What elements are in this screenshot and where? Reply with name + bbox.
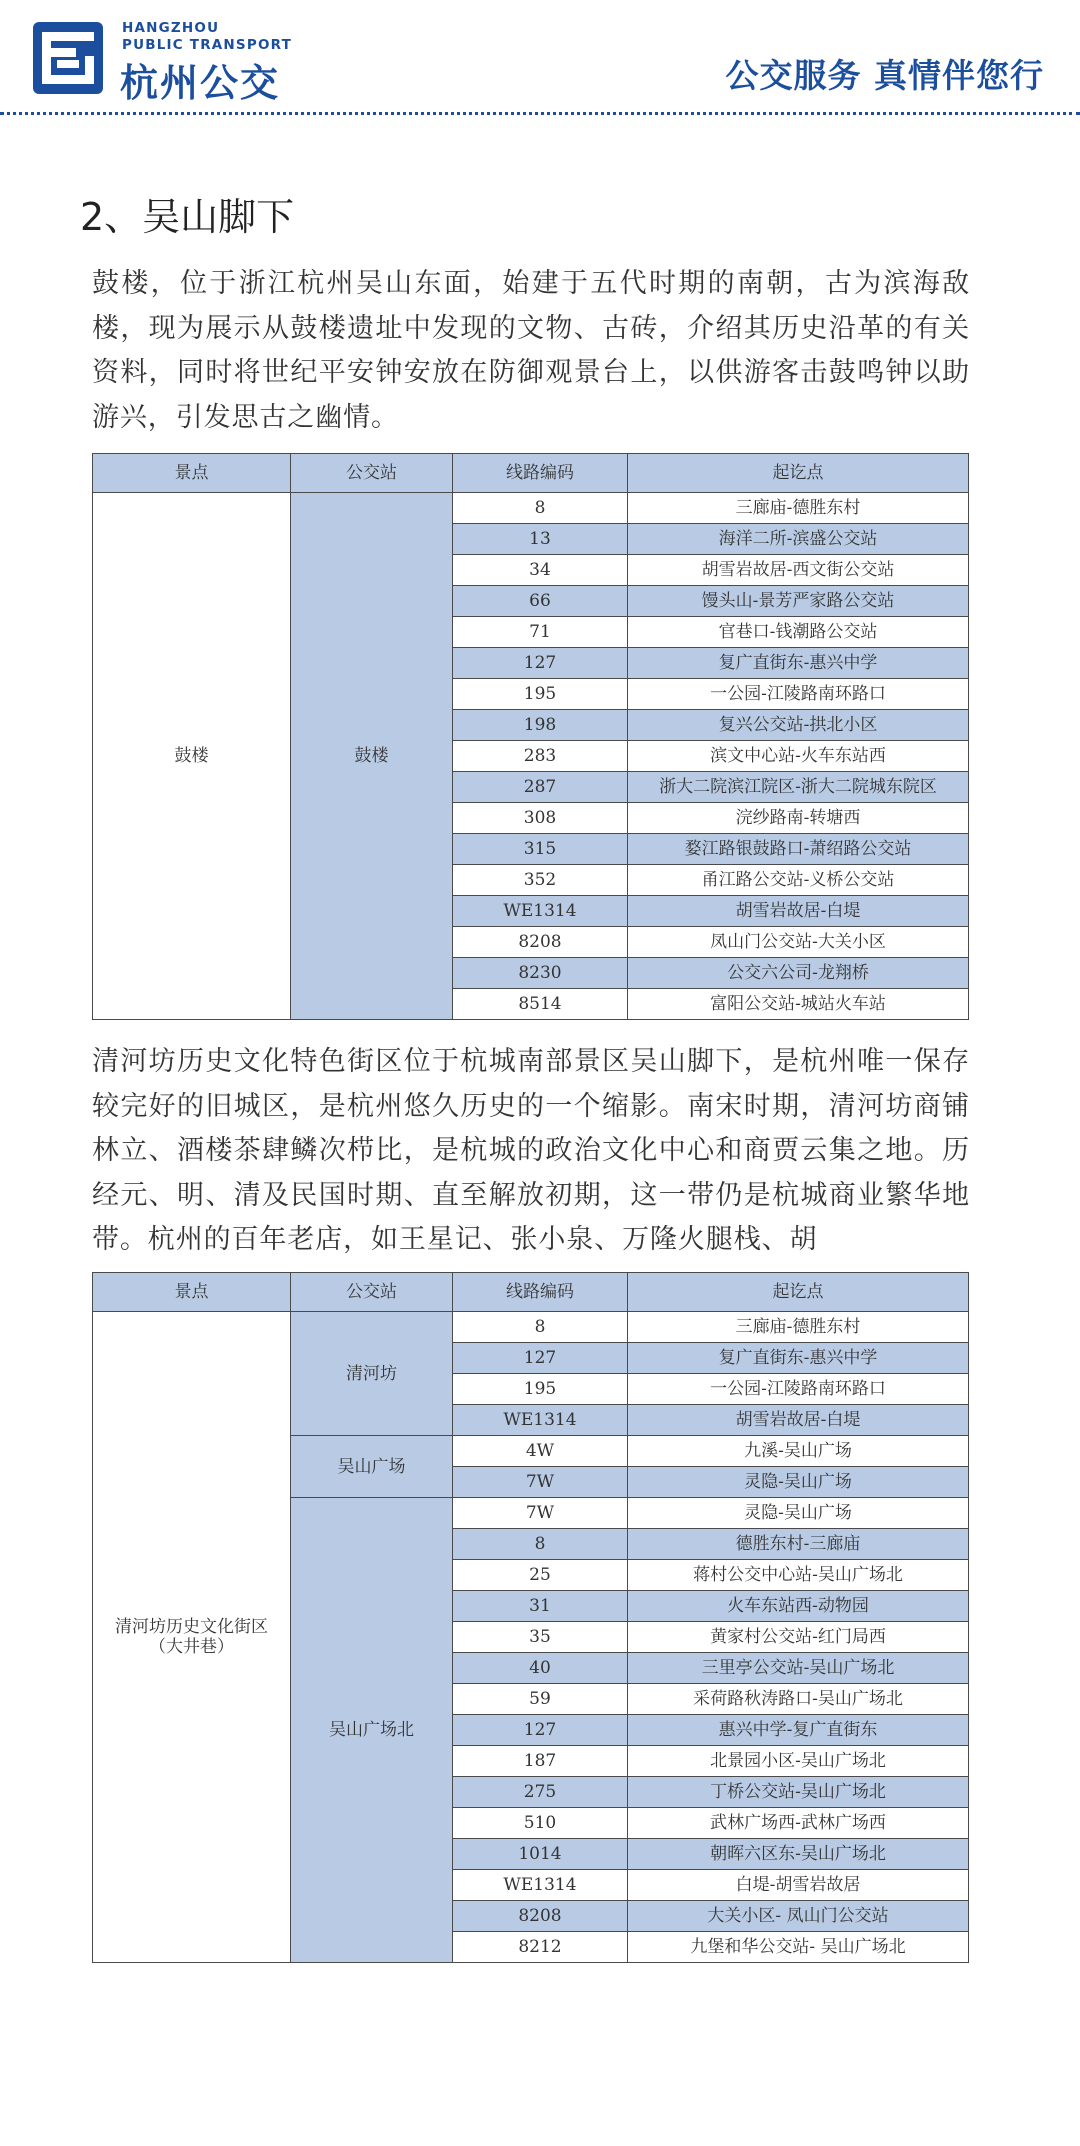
route-code-cell: WE1314 (453, 1405, 628, 1436)
route-code-cell: WE1314 (453, 896, 628, 927)
endpoints-cell: 凤山门公交站-大关小区 (628, 927, 969, 958)
endpoints-cell: 德胜东村-三廊庙 (628, 1529, 969, 1560)
endpoints-cell: 一公园-江陵路南环路口 (628, 1374, 969, 1405)
endpoints-cell: 婺江路银鼓路口-萧绍路公交站 (628, 834, 969, 865)
endpoints-cell: 复广直街东-惠兴中学 (628, 1343, 969, 1374)
route-code-cell: 275 (453, 1777, 628, 1808)
header-divider (0, 112, 1080, 115)
endpoints-cell: 灵隐-吴山广场 (628, 1498, 969, 1529)
endpoints-cell: 大关小区- 凤山门公交站 (628, 1901, 969, 1932)
endpoints-cell: 三廊庙-德胜东村 (628, 1312, 969, 1343)
endpoints-cell: 三里亭公交站-吴山广场北 (628, 1653, 969, 1684)
endpoints-cell: 北景园小区-吴山广场北 (628, 1746, 969, 1777)
header-spot: 景点 (93, 1273, 291, 1312)
endpoints-cell: 浙大二院滨江院区-浙大二院城东院区 (628, 772, 969, 803)
route-code-cell: 59 (453, 1684, 628, 1715)
station-cell: 清河坊 (291, 1312, 453, 1436)
route-code-cell: 40 (453, 1653, 628, 1684)
endpoints-cell: 灵隐-吴山广场 (628, 1467, 969, 1498)
route-code-cell: 127 (453, 1343, 628, 1374)
station-cell: 吴山广场北 (291, 1498, 453, 1963)
endpoints-cell: 武林广场西-武林广场西 (628, 1808, 969, 1839)
route-code-cell: 315 (453, 834, 628, 865)
endpoints-cell: 甬江路公交站-义桥公交站 (628, 865, 969, 896)
endpoints-cell: 复兴公交站-拱北小区 (628, 710, 969, 741)
brand-chinese: 杭州公交 (120, 61, 281, 105)
route-code-cell: 127 (453, 648, 628, 679)
table-row (93, 1312, 969, 1343)
endpoints-cell: 采荷路秋涛路口-吴山广场北 (628, 1684, 969, 1715)
header-spot: 景点 (93, 454, 291, 493)
route-code-cell: 308 (453, 803, 628, 834)
endpoints-cell: 火车东站西-动物园 (628, 1591, 969, 1622)
endpoints-cell: 三廊庙-德胜东村 (628, 493, 969, 524)
endpoints-cell: 惠兴中学-复广直街东 (628, 1715, 969, 1746)
gulou-bus-table (92, 453, 969, 1020)
route-code-cell: 7W (453, 1498, 628, 1529)
route-code-cell: 7W (453, 1467, 628, 1498)
endpoints-cell: 蒋村公交中心站-吴山广场北 (628, 1560, 969, 1591)
header-station: 公交站 (291, 1273, 453, 1312)
station-cell: 吴山广场 (291, 1436, 453, 1498)
endpoints-cell: 胡雪岩故居-西文街公交站 (628, 555, 969, 586)
header-slogan: 公交服务 真情伴您行 (725, 56, 1044, 95)
route-code-cell: WE1314 (453, 1870, 628, 1901)
qinghefang-bus-table (92, 1272, 969, 1963)
table-header-row (93, 454, 969, 493)
gulou-description: 鼓楼，位于浙江杭州吴山东面，始建于五代时期的南朝，古为滨海敌楼，现为展示从鼓楼遗址中发现的文物、古砖，介绍其历史沿革的有关资料，同时将世纪平安钟安放在防御观景台上，以供游客击鼓鸣钟以助游兴，引发思古之幽情。 (92, 268, 970, 433)
route-code-cell: 25 (453, 1560, 628, 1591)
route-code-cell: 1014 (453, 1839, 628, 1870)
route-code-cell: 35 (453, 1622, 628, 1653)
header-route-code: 线路编码 (453, 1273, 628, 1312)
endpoints-cell: 胡雪岩故居-白堤 (628, 1405, 969, 1436)
endpoints-cell: 胡雪岩故居-白堤 (628, 896, 969, 927)
endpoints-cell: 富阳公交站-城站火车站 (628, 989, 969, 1020)
endpoints-cell: 九堡和华公交站- 吴山广场北 (628, 1932, 969, 1963)
spot-cell: 鼓楼 (93, 493, 291, 1020)
route-code-cell: 8 (453, 1529, 628, 1560)
page-header (0, 0, 1080, 110)
route-code-cell: 198 (453, 710, 628, 741)
brand-english-line1: HANGZHOU (122, 20, 220, 36)
route-code-cell: 287 (453, 772, 628, 803)
endpoints-cell: 九溪-吴山广场 (628, 1436, 969, 1467)
route-code-cell: 8 (453, 493, 628, 524)
table-header-row (93, 1273, 969, 1312)
route-code-cell: 195 (453, 1374, 628, 1405)
endpoints-cell: 官巷口-钱潮路公交站 (628, 617, 969, 648)
endpoints-cell: 复广直街东-惠兴中学 (628, 648, 969, 679)
spot-name-line2: （大井巷） (149, 1637, 234, 1657)
brand-english-line2: PUBLIC TRANSPORT (122, 37, 293, 53)
route-code-cell: 34 (453, 555, 628, 586)
route-code-cell: 31 (453, 1591, 628, 1622)
route-code-cell: 8230 (453, 958, 628, 989)
route-code-cell: 187 (453, 1746, 628, 1777)
table-row (93, 493, 969, 524)
route-code-cell: 8212 (453, 1932, 628, 1963)
route-code-cell: 352 (453, 865, 628, 896)
spot-name-line1: 清河坊历史文化街区 (115, 1617, 268, 1637)
header-endpoints: 起讫点 (628, 1273, 969, 1312)
route-code-cell: 71 (453, 617, 628, 648)
route-code-cell: 8514 (453, 989, 628, 1020)
endpoints-cell: 黄家村公交站-红门局西 (628, 1622, 969, 1653)
route-code-cell: 127 (453, 1715, 628, 1746)
section-title: 2、吴山脚下 (80, 195, 295, 239)
endpoints-cell: 白堤-胡雪岩故居 (628, 1870, 969, 1901)
header-station: 公交站 (291, 454, 453, 493)
hangzhou-bus-logo-icon (33, 22, 103, 94)
endpoints-cell: 馒头山-景芳严家路公交站 (628, 586, 969, 617)
station-cell: 鼓楼 (291, 493, 453, 1020)
qinghefang-description: 清河坊历史文化特色街区位于杭城南部景区吴山脚下，是杭州唯一保存较完好的旧城区，是杭州悠久历史的一个缩影。南宋时期，清河坊商铺林立、酒楼茶肆鳞次栉比，是杭城的政治文化中心和商贾云集之地。历经元、明、清及民国时期、直至解放初期，这一带仍是杭城商业繁华地带。杭州的百年老店，如王星记、张小泉、万隆火腿栈、胡 (92, 1046, 970, 1255)
endpoints-cell: 浣纱路南-转塘西 (628, 803, 969, 834)
endpoints-cell: 朝晖六区东-吴山广场北 (628, 1839, 969, 1870)
route-code-cell: 8208 (453, 1901, 628, 1932)
header-endpoints: 起讫点 (628, 454, 969, 493)
brand-english (122, 20, 292, 54)
route-code-cell: 283 (453, 741, 628, 772)
route-code-cell: 510 (453, 1808, 628, 1839)
endpoints-cell: 丁桥公交站-吴山广场北 (628, 1777, 969, 1808)
endpoints-cell: 海洋二所-滨盛公交站 (628, 524, 969, 555)
endpoints-cell: 一公园-江陵路南环路口 (628, 679, 969, 710)
route-code-cell: 13 (453, 524, 628, 555)
route-code-cell: 195 (453, 679, 628, 710)
route-code-cell: 8 (453, 1312, 628, 1343)
spot-cell (93, 1312, 291, 1963)
route-code-cell: 4W (453, 1436, 628, 1467)
endpoints-cell: 公交六公司-龙翔桥 (628, 958, 969, 989)
route-code-cell: 8208 (453, 927, 628, 958)
endpoints-cell: 滨文中心站-火车东站西 (628, 741, 969, 772)
header-route-code: 线路编码 (453, 454, 628, 493)
route-code-cell: 66 (453, 586, 628, 617)
